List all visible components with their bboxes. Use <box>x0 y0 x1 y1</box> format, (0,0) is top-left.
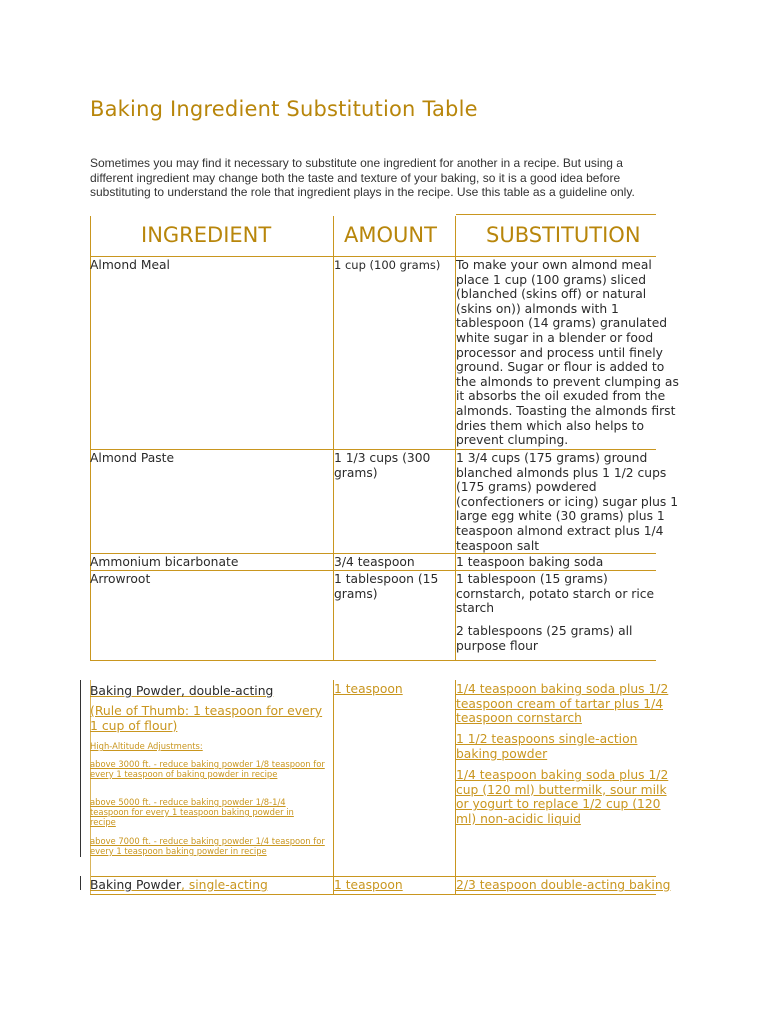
intro-paragraph: Sometimes you may find it necessary to substitute one ingredient for another in a recipe. But using a different ingredient may change both the taste and texture of your baking, so it is a good idea before substituting to understand the role that ingredient plays in the recipe. Use this table as a guideline only. <box>90 156 635 199</box>
row-ingredient-link[interactable]: Baking Powder, double-acting <box>90 684 274 698</box>
row-substitution: To make your own almond meal place 1 cup (100 grams) sliced (blanched (skins off) or natural (skins on)) almonds with 1 tablespoon (14 grams) granulated white sugar in a blender or food processor and process until finely ground. Sugar or flour is added to the almonds to prevent clumping as it absorbs the oil exuded from the almonds. Toasting the almonds first dries them which also helps to prevent clumping. <box>456 258 679 448</box>
header-ingredient: INGREDIENT <box>141 223 272 247</box>
table-rule <box>90 256 656 257</box>
table-rule <box>90 216 91 660</box>
table-rule <box>456 214 656 215</box>
row-ingredient: Almond Paste <box>90 451 175 465</box>
table-rule <box>90 660 656 661</box>
page-title: Baking Ingredient Substitution Table <box>90 97 478 121</box>
row-substitution: 1 tablespoon (15 grams) cornstarch, potato starch or rice starch <box>456 572 655 616</box>
ingredient-variant: , single-acting <box>181 878 268 892</box>
row-amount: 1 cup (100 grams) <box>334 258 441 272</box>
row-amount: 1 tablespoon (15 grams) <box>334 572 439 601</box>
row-amount-link[interactable]: 1 teaspoon <box>334 878 403 892</box>
row-ingredient: Almond Meal <box>90 258 170 272</box>
row-substitution: 1 3/4 cups (175 grams) ground blanched almonds plus 1 1/2 cups (175 grams) powdered (confectioners or icing) sugar plus 1 large egg white (30 grams) plus 1 teaspoon almond extract plus 1/4 teaspoon salt <box>456 451 679 553</box>
rule-of-thumb-note[interactable]: (Rule of Thumb: 1 teaspoon for every 1 cup of flour) <box>90 703 323 733</box>
revision-mark <box>80 680 81 857</box>
row-substitution-link[interactable]: 1/4 teaspoon baking soda plus 1/2 teaspoon cream of tartar plus 1/4 teaspoon cornstarch <box>456 682 669 726</box>
row-substitution-link[interactable]: 1/4 teaspoon baking soda plus 1/2 cup (120 ml) buttermilk, sour milk or yogurt to replace 1/2 cup (120 ml) non-acidic liquid <box>456 768 669 826</box>
row-amount-link[interactable]: 1 teaspoon <box>334 682 403 696</box>
revision-mark <box>80 876 81 890</box>
row-amount: 1 1/3 cups (300 grams) <box>334 451 431 480</box>
altitude-adjustment[interactable]: above 5000 ft. - reduce baking powder 1/8-1/4 teaspoon for every 1 teaspoon baking powder in recipe <box>90 797 294 827</box>
row-substitution: 1 teaspoon baking soda <box>456 555 604 569</box>
altitude-adjustment[interactable]: above 3000 ft. - reduce baking powder 1/8 teaspoon for every 1 teaspoon of baking powder in recipe <box>90 759 325 779</box>
row-substitution-alt: 2 tablespoons (25 grams) all purpose flour <box>456 624 633 653</box>
row-ingredient-link[interactable] <box>90 878 330 893</box>
altitude-adjustment[interactable]: above 7000 ft. - reduce baking powder 1/4 teaspoon for every 1 teaspoon baking powder in recipe <box>90 836 325 856</box>
table-rule <box>90 894 656 895</box>
altitude-heading[interactable]: High-Altitude Adjustments: <box>90 741 203 751</box>
row-ingredient: Ammonium bicarbonate <box>90 555 239 569</box>
table-rule <box>90 876 656 877</box>
header-amount: AMOUNT <box>344 223 437 247</box>
table-rule <box>90 449 656 450</box>
row-ingredient: Arrowroot <box>90 572 151 586</box>
table-rule <box>333 680 334 894</box>
row-amount: 3/4 teaspoon <box>334 555 415 569</box>
row-substitution-link[interactable]: 2/3 teaspoon double-acting baking <box>456 878 671 892</box>
ingredient-name: Baking Powder <box>90 878 182 892</box>
table-rule <box>90 570 656 571</box>
row-substitution-link[interactable]: 1 1/2 teaspoons single-action baking powder <box>456 732 638 761</box>
header-substitution: SUBSTITUTION <box>486 223 641 247</box>
